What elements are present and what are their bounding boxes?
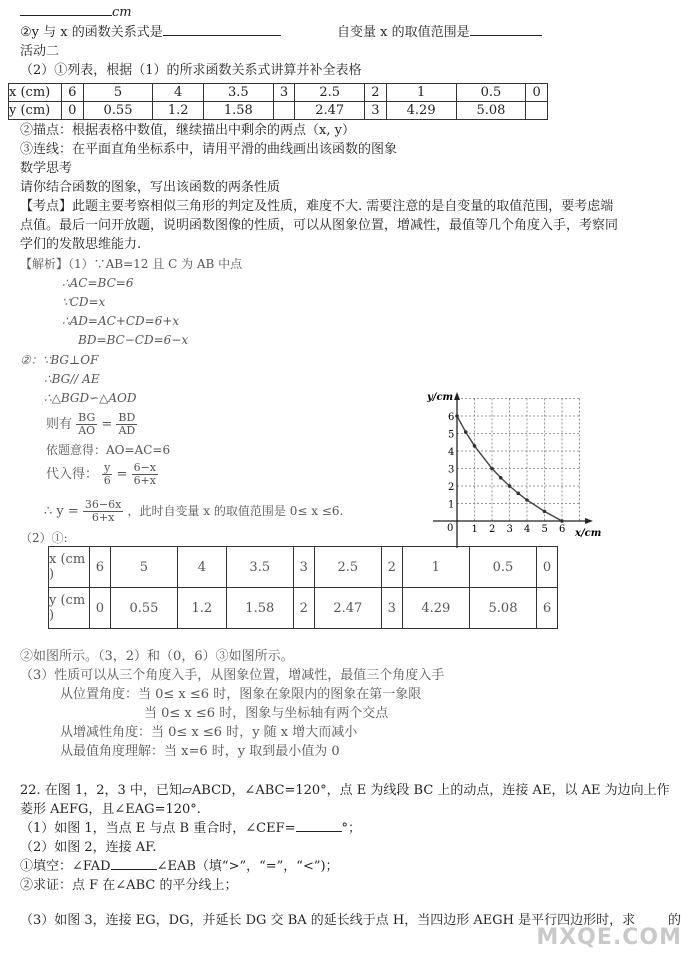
solution-line-2: ∴AC=BC=6 (62, 276, 134, 290)
graph-grid (457, 399, 580, 522)
solution-line-1: 【解析】（1）∵AB=12 且 C 为 AB 中点 (20, 257, 243, 271)
q22-line-7-end: 的 (668, 913, 682, 928)
x-header: x (cm ) (49, 547, 90, 588)
x-tick-label: 4 (524, 524, 531, 535)
value-table-2 (48, 546, 558, 629)
solution-line-6: ②：∵BG⊥OF (20, 353, 99, 367)
q2-text-b: 自变量 x 的取值范围是 (337, 25, 470, 40)
cell (273, 102, 295, 120)
q22-line-2: 菱形 AEFG，且∠EAG=120°. (20, 802, 201, 817)
thinking-prompt: 请你结合函数的图象，写出该函数的两条性质 (20, 180, 281, 195)
numerator: BG (78, 411, 96, 424)
cell: 2 (365, 84, 387, 102)
cell: 4.29 (402, 588, 469, 629)
cell: 5.08 (469, 588, 536, 629)
cell: 1.58 (203, 102, 273, 120)
numerator: 6−x (133, 461, 156, 474)
thinking-heading: 数学思考 (20, 161, 73, 176)
solution-line-7: ∴BG// AE (44, 372, 100, 386)
table-row-y (49, 588, 558, 629)
fraction-y-6 (102, 462, 112, 487)
solution-line-5: BD=BC−CD=6−x (78, 333, 189, 347)
cell: 0 (62, 102, 84, 120)
q22-part1-text: （1）如图 1，当点 E 与点 B 重合时，∠CEF= (20, 821, 296, 836)
result-equation (44, 496, 343, 527)
cell: 1.2 (153, 102, 204, 120)
data-point (473, 444, 477, 448)
cell: 0 (526, 84, 548, 102)
cell: 5.08 (456, 102, 526, 120)
kaodian-line-1: 【考点】此题主要考察相似三角形的判定及性质，难度不大. 需要注意的是自变量的取值范围，要考虑端 (20, 199, 614, 214)
cell: 3 (365, 102, 387, 120)
solution-line-18: 从最值角度理解：当 x=6 时，y 取到最小值为 0 (60, 744, 340, 759)
blank (163, 35, 281, 36)
cell: 2.5 (314, 547, 381, 588)
numerator: y (104, 461, 111, 474)
x-axis-arrow (585, 518, 593, 524)
cell: 2.5 (295, 84, 365, 102)
table-row-y (9, 102, 548, 120)
denominator: 6 (103, 474, 111, 487)
function-graph (425, 388, 605, 556)
blank (470, 35, 542, 36)
activity2-heading: 活动二 (20, 44, 60, 59)
table2-label: （2）①: (20, 531, 68, 545)
blank (20, 15, 112, 16)
numerator: BD (118, 411, 136, 424)
ratio-prefix: 则有 (46, 417, 73, 432)
q2-text-a: ②y 与 x 的函数关系式是 (20, 25, 163, 40)
y-tick-label: 6 (448, 412, 455, 423)
cell: 0 (90, 588, 111, 629)
solution-line-10: 依题意得：AO=AC=6 (46, 443, 171, 457)
numerator: 36−6x (84, 498, 122, 511)
cell: 5 (110, 547, 177, 588)
x-tick-label: 6 (559, 524, 566, 535)
q22-line-6: ②求证：点 F 在∠ABC 的平分线上； (20, 878, 238, 893)
step3-text: ③连线：在平面直角坐标系中，请用平滑的曲线画出该函数的图象 (20, 142, 398, 157)
table-row-x (9, 84, 548, 102)
data-point (516, 492, 520, 496)
data-point (464, 430, 468, 434)
cell: 1.2 (178, 588, 227, 629)
q2-line-b (337, 24, 542, 41)
q22-fill-end: ∠EAB（填“>”，“=”，“<”)； (156, 859, 339, 874)
data-point (508, 484, 512, 488)
fraction-bg-ao (76, 412, 97, 437)
cell: 2 (381, 547, 402, 588)
cell: 0.5 (456, 84, 526, 102)
solution-line-4: ∴AD=AC+CD=6+x (62, 314, 180, 328)
cell: 0.55 (83, 102, 153, 120)
q22-line-3 (20, 820, 361, 837)
cell: 1.58 (226, 588, 293, 629)
result-prefix: ∴ y = (44, 504, 79, 519)
answer-line-top (20, 4, 132, 21)
cell: 1 (402, 547, 469, 588)
solution-line-15: 从位置角度：当 0≤ x ≤6 时，图象在象限内的图象在第一象限 (60, 687, 422, 702)
cell: 4 (153, 84, 204, 102)
ratio-equation (46, 410, 137, 440)
denominator: 6+x (91, 511, 115, 524)
cell: 6 (62, 84, 84, 102)
x-tick-label: 2 (489, 524, 496, 535)
q22-fill-text: ①填空：∠FAD (20, 859, 111, 874)
origin-label: 0 (447, 523, 454, 534)
compare-blank (111, 869, 157, 870)
q22-line-1: 22. 在图 1，2，3 中，已知▱ABCD，∠ABC=120°，点 E 为线段 BC 上的动点，连接 AE，以 AE 为边向上作 (20, 783, 670, 798)
x-axis-label: x/cm (575, 528, 602, 539)
cell: 2.47 (295, 102, 365, 120)
kaodian-line-2: 点值。最后一问开放题，说明函数图像的性质，可以从图象位置，增减性，最值等几个角度入手，考察同 (20, 218, 619, 233)
cell: 4.29 (386, 102, 456, 120)
substitution-equation (46, 460, 158, 490)
fraction-6mx-6px (132, 462, 158, 487)
data-point (455, 414, 459, 418)
step2-text: ②描点：根据表格中数值，继续描出中剩余的两点（x, y） (20, 123, 355, 138)
solution-line-16: 当 0≤ x ≤6 时，图象与坐标轴有两个交点 (144, 706, 389, 721)
equals: = (116, 467, 128, 482)
cell: 3.5 (203, 84, 273, 102)
data-point (525, 498, 529, 502)
x-tick-label: 1 (471, 524, 478, 535)
cell: 2 (293, 588, 314, 629)
cell: 3 (293, 547, 314, 588)
cell (526, 102, 548, 120)
cell: 0.5 (469, 547, 536, 588)
q22-line-7: （3）如图 3，连接 EG，DG，并延长 DG 交 BA 的延长线于点 H，当四边形 AEGH 是平行四边形时，求 (20, 913, 636, 928)
y-tick-label: 5 (448, 429, 455, 441)
cell: 3 (381, 588, 402, 629)
data-point (543, 510, 547, 514)
x-tick-label: 5 (541, 524, 548, 535)
solution-line-17: 从增减性角度：当 0≤ x ≤6 时，y 随 x 增大而减小 (60, 725, 358, 740)
q2-line (20, 24, 281, 41)
activity2-instruction: （2）①列表，根据（1）的所求函数关系式讲算并补全表格 (20, 63, 362, 78)
solution-line-3: ∵CD=x (62, 295, 106, 309)
angle-blank (296, 831, 342, 832)
data-point (499, 476, 503, 480)
y-header: y (cm ) (49, 588, 90, 629)
result-range: ，此时自变量 x 的取值范围是 0≤ x ≤6. (127, 504, 344, 518)
fraction-result (83, 499, 123, 524)
table-row-x (49, 547, 558, 588)
cell: 3 (273, 84, 295, 102)
y-header: y (cm) (9, 102, 62, 120)
data-point (560, 519, 564, 523)
cell: 1 (386, 84, 456, 102)
cell: 6 (90, 547, 111, 588)
unit: cm (112, 5, 132, 20)
cell: 5 (83, 84, 153, 102)
x-tick-label: 3 (506, 524, 513, 535)
solution-line-13: ②如图所示。（3，2）和（0，6）③如图所示。 (20, 649, 294, 664)
y-tick-label: 1 (448, 499, 455, 511)
y-axis-arrow (454, 392, 460, 400)
solution-line-14: （3）性质可以从三个角度入手，从图象位置，增减性，最值三个角度入手 (20, 668, 445, 683)
y-axis-label: y/cm (427, 392, 454, 403)
cell: 6 (537, 588, 558, 629)
watermark: MXQE.COM (536, 925, 682, 950)
cell: 0.55 (110, 588, 177, 629)
fraction-bd-ad (116, 412, 137, 437)
data-point (490, 467, 494, 471)
denominator: AD (118, 424, 136, 437)
solution-line-8: ∴△BGD∽△AOD (44, 391, 137, 405)
y-tick-label: 4 (448, 447, 455, 458)
denominator: AO (78, 424, 96, 437)
y-tick-label: 2 (448, 482, 455, 493)
x-header: x (cm) (9, 84, 62, 102)
cell: 3.5 (226, 547, 293, 588)
denominator: 6+x (133, 474, 156, 487)
y-tick-label: 3 (448, 464, 455, 476)
sub-prefix: 代入得： (46, 467, 99, 482)
q22-line-4: （2）如图 2，连接 AF. (20, 840, 157, 855)
cell: 0 (537, 547, 558, 588)
kaodian-line-3: 学们的发散思维能力. (20, 237, 142, 252)
cell: 4 (178, 547, 227, 588)
equals: = (101, 417, 113, 432)
q22-line-5 (20, 858, 339, 875)
value-table-1 (8, 83, 548, 120)
q22-part1-end: °； (341, 821, 362, 836)
cell: 2.47 (314, 588, 381, 629)
